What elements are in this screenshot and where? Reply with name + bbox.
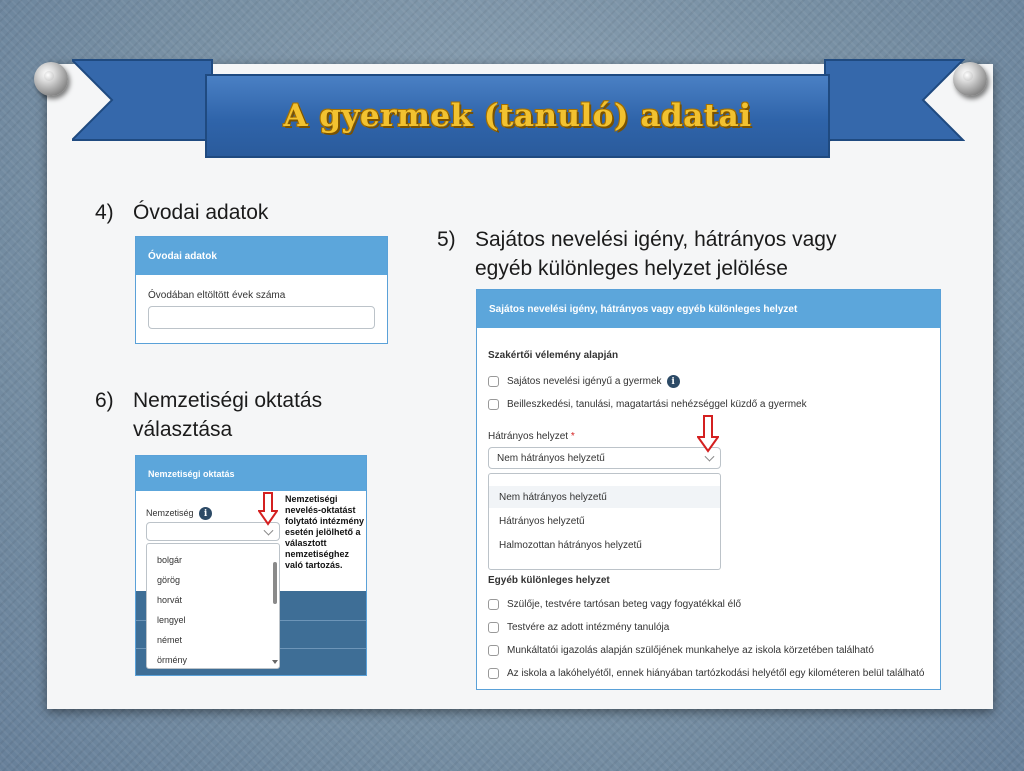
disadvantage-dropdown-list <box>488 473 721 570</box>
red-down-arrow-icon <box>697 415 719 453</box>
panel-header: Sajátos nevelési igény, hátrányos vagy egyéb különleges helyzet <box>477 290 940 328</box>
dropdown-option[interactable]: horvát <box>157 595 183 605</box>
checkbox-other-2[interactable] <box>488 622 669 633</box>
expert-opinion-title: Szakértői vélemény alapján <box>488 350 619 361</box>
dropdown-option[interactable]: Nem hátrányos helyzetű <box>489 486 720 508</box>
disadvantage-select[interactable] <box>488 447 721 469</box>
dropdown-option[interactable]: Halmozottan hátrányos helyzetű <box>499 539 642 551</box>
nationality-label: Nemzetiség i <box>146 507 212 520</box>
checkbox-sni[interactable] <box>488 375 680 388</box>
field-label: Óvodában eltöltött évek száma <box>148 290 286 301</box>
checkbox-label: Munkáltatói igazolás alapján szülőjének munkahelye az iskola körzetében található <box>507 645 874 656</box>
ovoda-years-input[interactable] <box>148 306 375 329</box>
section-5-title-line1: Sajátos nevelési igény, hátrányos vagy <box>475 228 837 251</box>
section-6-title-line1: Nemzetiségi oktatás <box>133 389 323 412</box>
sni-panel <box>476 289 941 690</box>
other-situation-title: Egyéb különleges helyzet <box>488 575 610 586</box>
section-4-number: 4) <box>95 201 114 224</box>
disadvantage-label: Hátrányos helyzet * <box>488 431 575 442</box>
page-title: A gyermek (tanuló) adatai <box>283 98 752 134</box>
panel-header: Óvodai adatok <box>136 237 387 275</box>
disadvantage-selected-value: Nem hátrányos helyzetű <box>497 452 605 464</box>
dropdown-option[interactable]: bolgár <box>157 555 183 565</box>
checkbox-label: Szülője, testvére tartósan beteg vagy fogyatékkal élő <box>507 599 742 610</box>
dropdown-scrollbar[interactable] <box>273 562 277 604</box>
checkbox-other-1[interactable] <box>488 599 741 610</box>
section-4-title: Óvodai adatok <box>133 201 269 224</box>
ovodai-adatok-panel <box>135 236 388 344</box>
checkbox-box[interactable] <box>488 399 499 410</box>
section-5-number: 5) <box>437 228 456 251</box>
dropdown-option[interactable]: német <box>157 635 183 645</box>
nemzetisegi-panel <box>135 455 367 676</box>
pushpin-right-icon <box>953 62 987 96</box>
red-down-arrow-icon <box>258 492 278 526</box>
checkbox-label: Az iskola a lakóhelyétől, ennek hiányában tartózkodási helyétől egy kilométeren belül található <box>507 668 925 679</box>
info-icon[interactable]: i <box>667 375 680 388</box>
panel-header: Nemzetiségi oktatás <box>136 456 366 491</box>
checkbox-box[interactable] <box>488 622 499 633</box>
nationality-note: Nemzetiségi nevelés-oktatást folytató intézmény esetén jelölhető a választott nemzetiséghez való tartozás. <box>285 494 365 570</box>
checkbox-label: Beilleszkedési, tanulási, magatartási nehézséggel küzdő a gyermek <box>507 399 807 410</box>
scroll-down-icon[interactable] <box>272 660 278 664</box>
pushpin-left-icon <box>34 62 68 96</box>
info-icon[interactable]: i <box>199 507 212 520</box>
checkbox-box[interactable] <box>488 645 499 656</box>
nationality-dropdown-list <box>146 543 280 669</box>
dropdown-option[interactable]: örmény <box>157 655 188 665</box>
section-5-title-line2: egyéb különleges helyzet jelölése <box>475 257 788 280</box>
checkbox-bte[interactable] <box>488 399 807 410</box>
chevron-down-icon <box>705 452 715 462</box>
checkbox-other-4[interactable] <box>488 668 924 679</box>
dropdown-option[interactable]: görög <box>157 575 181 585</box>
chevron-down-icon <box>264 525 274 535</box>
dropdown-option[interactable]: lengyel <box>157 615 186 625</box>
checkbox-other-3[interactable] <box>488 645 874 656</box>
checkbox-box[interactable] <box>488 599 499 610</box>
checkbox-label: Sajátos nevelési igényű a gyermek <box>507 376 662 387</box>
checkbox-label: Testvére az adott intézmény tanulója <box>507 622 670 633</box>
section-6-number: 6) <box>95 389 114 412</box>
checkbox-box[interactable] <box>488 668 499 679</box>
section-6-title-line2: választása <box>133 418 233 441</box>
dropdown-option[interactable]: Hátrányos helyzetű <box>499 515 585 527</box>
checkbox-box[interactable] <box>488 376 499 387</box>
